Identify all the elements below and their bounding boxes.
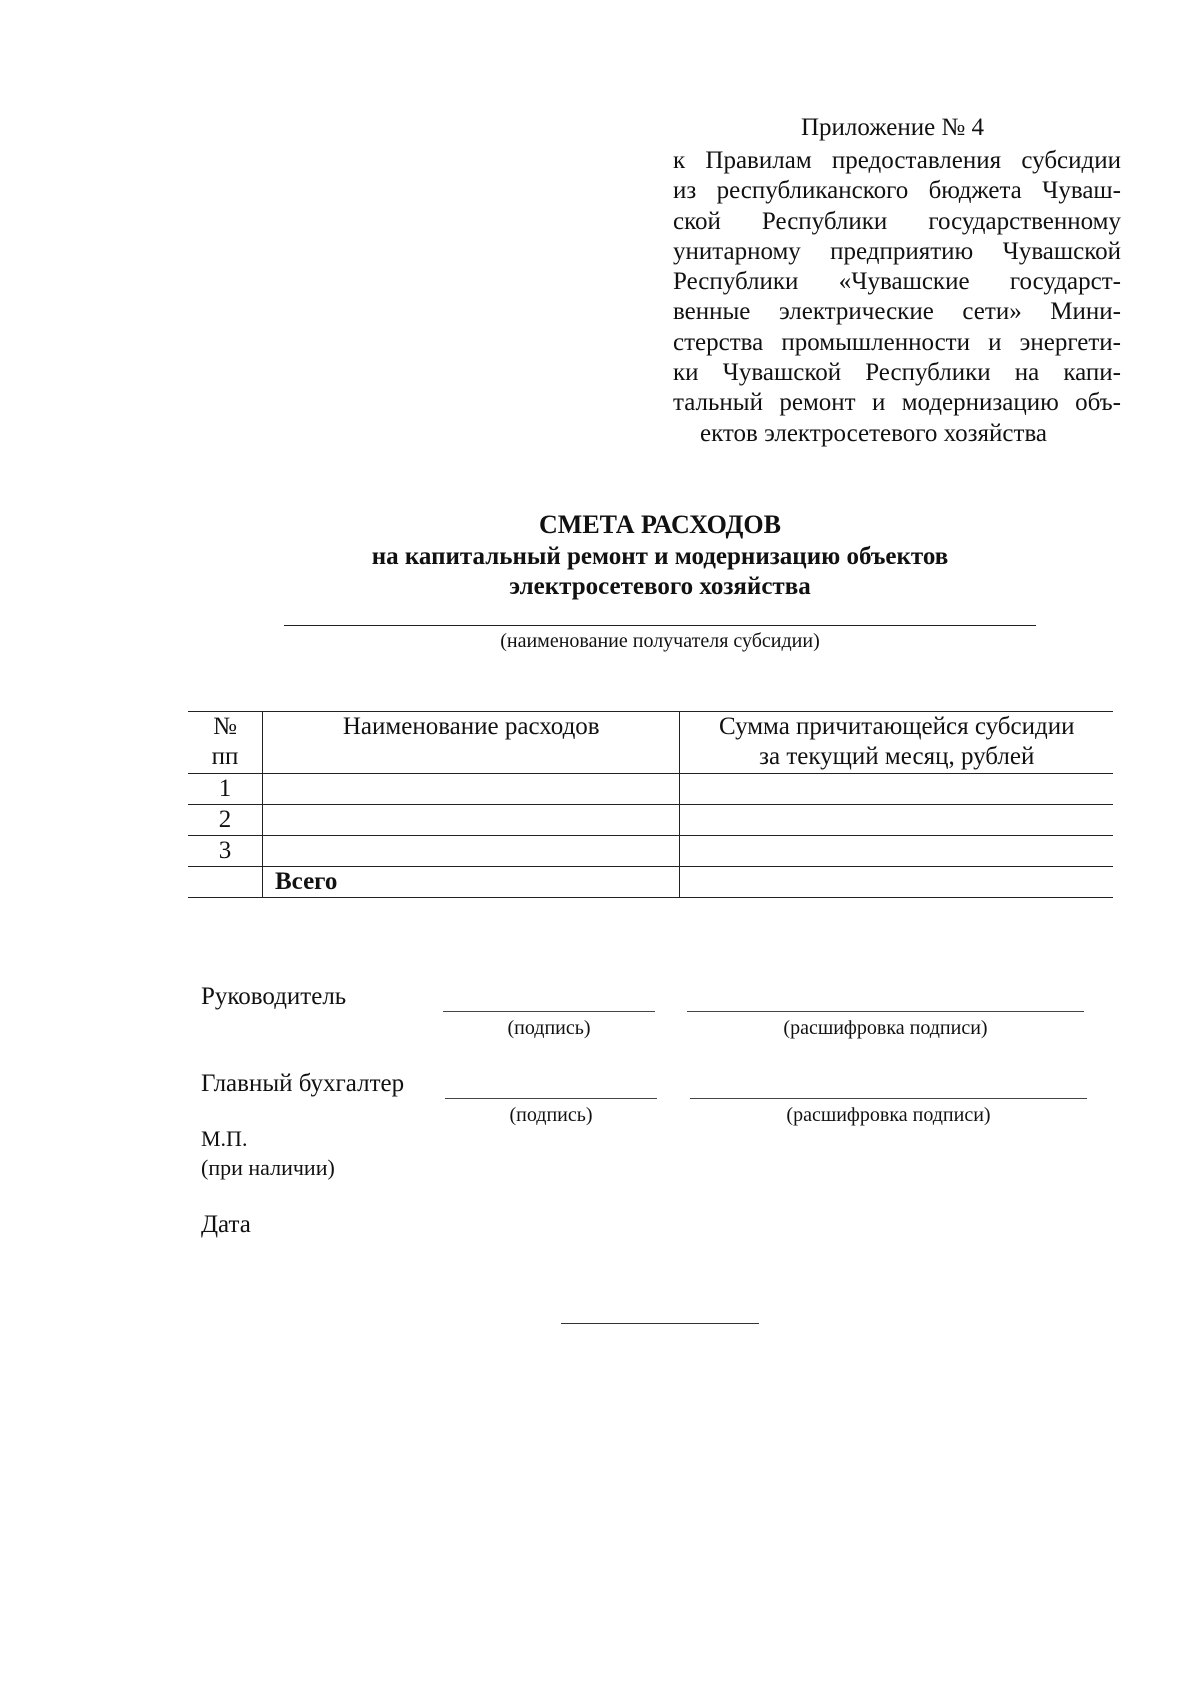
appendix-line: унитарному предприятию Чувашской xyxy=(673,237,1121,265)
row-num: 1 xyxy=(218,775,232,802)
table-header-row xyxy=(188,712,1113,774)
table-total-row xyxy=(188,867,1113,898)
appendix-line: ектов электросетевого хозяйства xyxy=(700,419,1048,447)
accountant-signature-caption: (подпись) xyxy=(509,1104,593,1126)
expenses-table xyxy=(188,711,1113,898)
recipient-caption: (наименование получателя субсидии) xyxy=(500,630,820,652)
appendix-line: к Правилам предоставления субсидии xyxy=(673,147,1121,174)
header-num xyxy=(188,712,263,774)
row-name-cell[interactable] xyxy=(263,836,680,867)
header-sum-line1: Сумма причитающейся субсидии xyxy=(719,713,1075,740)
table-row xyxy=(188,774,1113,805)
appendix-line: венные электрические сети» Мини- xyxy=(673,298,1121,326)
accountant-label: Главный бухгалтер xyxy=(201,1070,405,1097)
table-row xyxy=(188,836,1113,867)
row-sum-cell[interactable] xyxy=(680,805,1113,836)
accountant-decryption-line[interactable] xyxy=(690,1098,1087,1099)
appendix-line: Республики «Чувашские государст- xyxy=(673,268,1121,296)
end-divider xyxy=(561,1323,759,1324)
appendix-line: ки Чувашской Республики на капи- xyxy=(673,359,1121,387)
header-num-symbol: № xyxy=(213,713,237,740)
document-title: СМЕТА РАСХОДОВ xyxy=(539,510,781,539)
appendix-line: тальный ремонт и модернизацию объ- xyxy=(673,389,1121,417)
date-label: Дата xyxy=(201,1211,251,1238)
head-decryption-caption: (расшифровка подписи) xyxy=(783,1017,988,1039)
appendix-line: стерства промышленности и энергети- xyxy=(673,328,1121,356)
stamp-label: М.П. xyxy=(201,1126,248,1151)
table-row xyxy=(188,805,1113,836)
stamp-note: (при наличии) xyxy=(201,1155,335,1180)
appendix-title: Приложение № 4 xyxy=(801,114,985,141)
head-label: Руководитель xyxy=(201,983,347,1010)
total-num xyxy=(188,867,263,898)
appendix-text xyxy=(673,146,1121,449)
head-signature-caption: (подпись) xyxy=(507,1017,591,1039)
row-sum-cell[interactable] xyxy=(680,774,1113,805)
document-subtitle: на капитальный ремонт и модернизацию объектов xyxy=(371,543,949,570)
head-signature-line[interactable] xyxy=(443,1011,655,1012)
accountant-signature-line[interactable] xyxy=(445,1098,657,1099)
row-name-cell[interactable] xyxy=(263,805,680,836)
total-label: Всего xyxy=(263,867,680,898)
recipient-name-line[interactable] xyxy=(284,625,1036,626)
head-decryption-line[interactable] xyxy=(687,1011,1084,1012)
row-name-cell[interactable] xyxy=(263,774,680,805)
header-sum-line2: за текущий месяц, рублей xyxy=(759,743,1035,770)
row-sum-cell[interactable] xyxy=(680,836,1113,867)
header-sum xyxy=(680,712,1113,774)
appendix-line: из республиканского бюджета Чуваш- xyxy=(673,177,1121,205)
header-num-abbr: пп xyxy=(211,743,239,770)
header-name: Наименование расходов xyxy=(263,712,680,774)
row-num: 3 xyxy=(218,837,232,864)
document-subtitle-cont: электросетевого хозяйства xyxy=(509,573,811,600)
total-sum-cell[interactable] xyxy=(680,867,1113,898)
accountant-decryption-caption: (расшифровка подписи) xyxy=(786,1104,991,1126)
appendix-line: ской Республики государственному xyxy=(673,207,1121,235)
row-num: 2 xyxy=(218,806,232,833)
